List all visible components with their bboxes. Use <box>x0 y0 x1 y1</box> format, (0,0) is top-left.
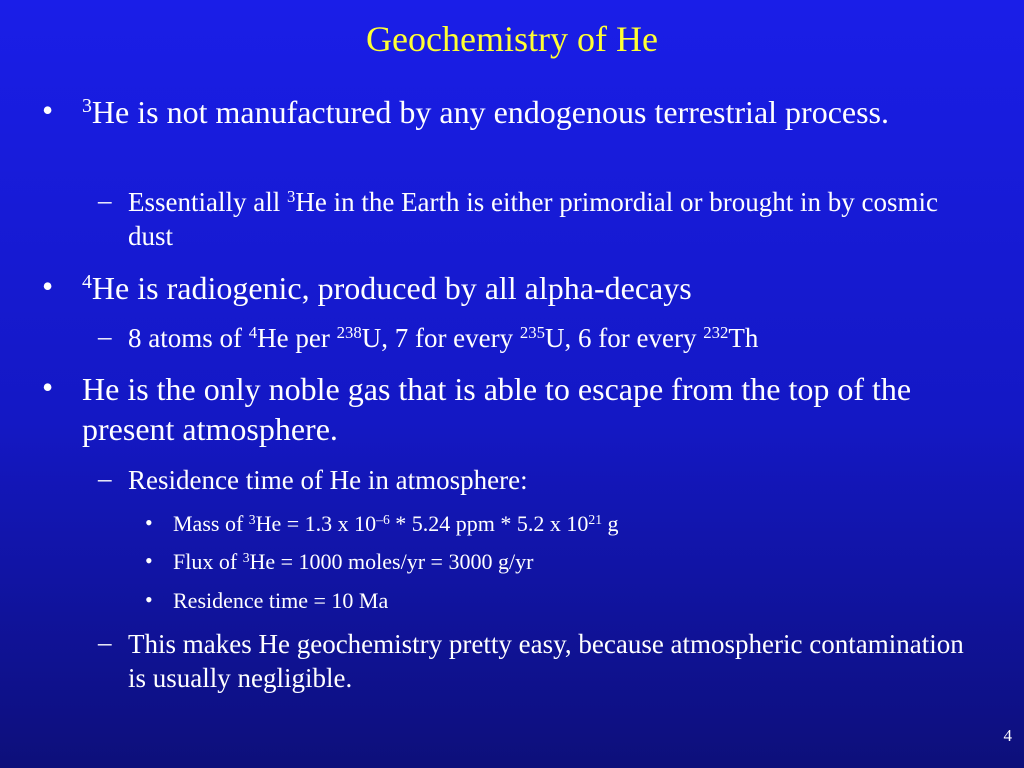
bullet-text: He is the only noble gas that is able to escape from the top of the present atmosphere. <box>82 371 912 447</box>
subbullet-text: Residence time of He in atmosphere: <box>128 465 528 495</box>
item-text: * 5.24 ppm * 5.2 x 10 <box>389 511 589 536</box>
dash-marker: – <box>98 185 112 215</box>
superscript: 235 <box>519 322 546 342</box>
superscript: 3 <box>82 95 92 118</box>
subbullet-text: U, 7 for every <box>361 323 520 353</box>
dash-marker: – <box>98 463 112 493</box>
item-text: g <box>602 511 619 536</box>
item-text: Residence time = 10 Ma <box>173 588 389 613</box>
bullet-marker: • <box>145 548 153 573</box>
bullet-marker: • <box>42 268 54 304</box>
bullet-text: He is radiogenic, produced by all alpha-decays <box>91 270 692 306</box>
slide-title: Geochemistry of He <box>366 19 658 59</box>
superscript: 3 <box>248 511 256 527</box>
bullet-marker: • <box>145 587 153 612</box>
dash-marker: – <box>98 627 112 657</box>
superscript: 4 <box>248 322 258 342</box>
superscript: 21 <box>588 511 603 527</box>
page-number: 4 <box>1003 726 1012 745</box>
superscript: 238 <box>336 322 362 342</box>
item-text: Mass of <box>173 511 249 536</box>
subbullet-text: U, 6 for every <box>545 323 704 353</box>
subbullet-text: This makes He geochemistry pretty easy, because atmospheric contamination is usually negligible. <box>128 629 964 693</box>
subbullet-text: He in the Earth is either primordial or brought in by cosmic dust <box>128 187 938 251</box>
dash-marker: – <box>98 321 112 351</box>
bullet-marker: • <box>42 92 54 128</box>
item-text: He = 1.3 x 10 <box>255 511 377 536</box>
item-text: He = 1000 moles/yr = 3000 g/yr <box>249 549 534 574</box>
superscript: 3 <box>242 549 250 565</box>
item-text: Flux of <box>173 549 243 574</box>
subbullet-text: Essentially all <box>128 187 287 217</box>
superscript: 3 <box>286 186 296 206</box>
bullet-marker: • <box>42 369 54 405</box>
superscript: 232 <box>703 322 729 342</box>
subbullet-text: He per <box>257 323 337 353</box>
bullet-text: He is not manufactured by any endogenous terrestrial process. <box>91 94 889 130</box>
superscript: –6 <box>376 511 390 527</box>
subbullet-text: 8 atoms of <box>128 323 249 353</box>
subbullet-text: Th <box>728 323 759 353</box>
superscript: 4 <box>82 271 92 294</box>
bullet-marker: • <box>145 510 153 535</box>
